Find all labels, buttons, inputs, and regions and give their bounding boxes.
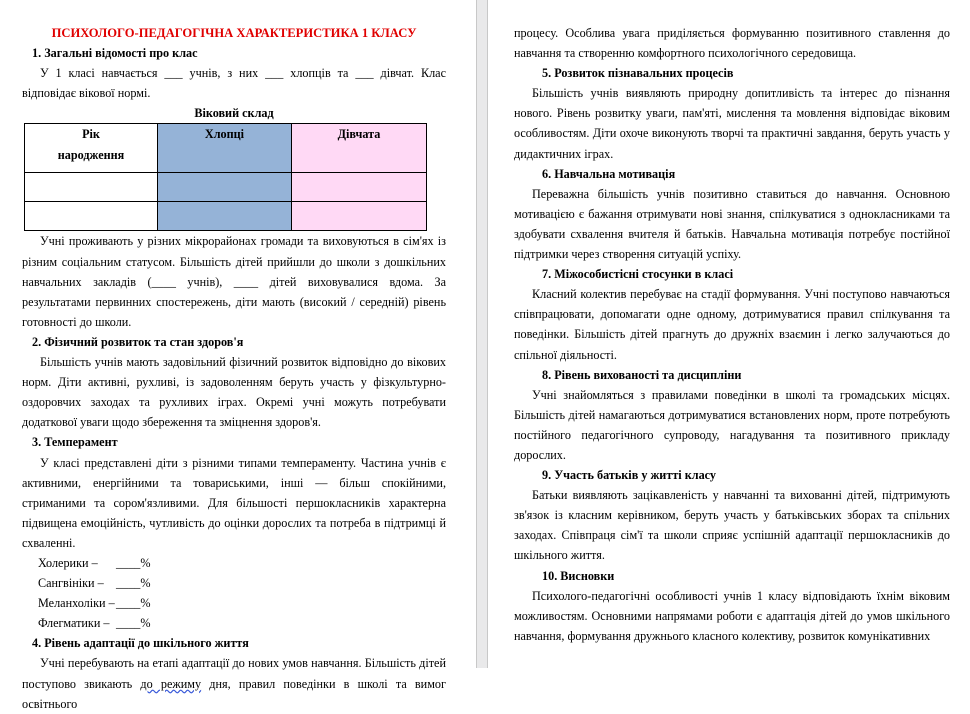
table-header-row xyxy=(25,124,427,173)
section-text-10: Психолого-педагогічні особливості учнів 1 класу відповідають їхнім віковим можливостям. Основними напрямами роботи є адаптація дітей до умов шкільного навчання, формування дружнього класного колективу, розвиток комунікативних xyxy=(514,588,950,643)
section-text-3: У класі представлені діти з різними типами темпераменту. Частина учнів є активними, енергійними та товариськими, інші — більш спокійними, стриманими та сором'язливими. Для більшості першокласників характерна підвищена емоційність, чутливість до оцінки дорослих та потреба в підтримці й схваленні. xyxy=(22,455,446,550)
section-heading-5: 5. Розвиток пізнавальних процесів xyxy=(542,66,734,81)
section-heading-8: 8. Рівень вихованості та дисципліни xyxy=(542,367,742,382)
table-cell[interactable] xyxy=(158,173,292,202)
document-title: ПСИХОЛОГО-ПЕДАГОГІЧНА ХАРАКТЕРИСТИКА 1 КЛАСУ xyxy=(51,26,417,40)
section-text-4-part-a: Учні перебувають на етапі адаптації до нових умов навчання. Більшість дітей поступово звикають xyxy=(22,656,446,691)
temperament-choleric xyxy=(22,553,446,573)
spellcheck-flagged-text: до режиму xyxy=(140,676,202,691)
table-row xyxy=(25,173,427,202)
table-cell[interactable] xyxy=(158,202,292,231)
page-right-content[interactable] xyxy=(514,23,950,646)
header-cell-girls[interactable]: Дівчата xyxy=(292,124,427,173)
document-page-left xyxy=(0,0,476,711)
header-cell-birth-year[interactable] xyxy=(25,124,158,173)
section-heading-1: 1. Загальні відомості про клас xyxy=(32,46,198,61)
temperament-label: Холерики – xyxy=(38,555,98,570)
section-heading-7: 7. Міжособистісні стосунки в класі xyxy=(542,267,734,282)
section-heading-6: 6. Навчальна мотивація xyxy=(542,166,676,181)
section-heading-3: 3. Темперамент xyxy=(32,435,118,450)
header-birth-year-line1: Рік xyxy=(82,127,100,142)
section-text-8: Учні знайомляться з правилами поведінки в школі та громадських місцях. Більшість дітей намагаються дотримуватися встановлених норм, проте потребують постійного педагогічного супроводу, нагадування та позитивного прикладу дорослих. xyxy=(514,387,950,462)
document-page-right xyxy=(488,0,970,668)
section-text-1-para2: Учні проживають у різних мікрорайонах громади та виховуються в сім'ях із різним соціальним статусом. Більшість дітей прийшли до школи з дошкільних навчальних закладів (____ учнів), ____ дітей виховувалися вдома. За результатами первинних спостережень, діти мають (високий / середній) рівень готовності до школи. xyxy=(22,234,446,329)
section-heading-4: 4. Рівень адаптації до шкільного життя xyxy=(32,636,249,651)
section-text-4-continued: процесу. Особлива увага приділяється формуванню позитивного ставлення до навчання та створенню комфортного психологічного середовища. xyxy=(514,26,950,61)
section-text-2: Більшість учнів мають задовільний фізичний розвиток відповідно до вікових норм. Діти активні, рухливі, із задоволенням беруть участь у фізкультурно-оздоровчих заходах та рухливих іграх. Окремі учні можуть потребувати додаткової уваги щодо збереження та зміцнення здоров'я. xyxy=(22,355,446,430)
header-cell-boys[interactable]: Хлопці xyxy=(158,124,292,173)
table-row xyxy=(25,202,427,231)
section-text-9: Батьки виявляють зацікавленість у навчанні та вихованні дітей, підтримують зв'язок із класним керівником, беруть участь у батьківських зборах та спільних заходах. Співпраця сім'ї та школи сприяє успішній адаптації першокласників до шкільного життя. xyxy=(514,488,950,563)
temperament-value: ____% xyxy=(116,616,151,631)
temperament-value: ____% xyxy=(116,555,151,570)
page-left-content[interactable] xyxy=(22,23,446,714)
temperament-label: Сангвініки – xyxy=(38,576,104,591)
section-text-7: Класний колектив перебуває на стадії формування. Учні поступово навчаються співпрацювати, допомагати одне одному, дотримуватися правил спілкування та поведінки. Більшість дітей прагнуть до дружніх взаємин і легко залучаються до спільної діяльності. xyxy=(514,287,950,362)
section-text-5: Більшість учнів виявляють природну допитливість та інтерес до пізнання нового. Рівень розвитку уваги, пам'яті, мислення та мовлення відповідає віковим особливостям. Діти охоче виконують творчі та практичні завдання, беруть участь у дидактичних іграх. xyxy=(514,86,950,161)
temperament-phlegmatic xyxy=(22,613,446,633)
temperament-sanguine xyxy=(22,573,446,593)
age-composition-table xyxy=(24,123,427,231)
section-text-4 xyxy=(22,653,446,713)
section-text-6: Переважна більшість учнів позитивно ставиться до навчання. Основною мотивацією є бажання отримувати нові знання, спілкуватися з однокласниками та здобувати схвалення вчителя й батьків. Навчальна мотивація потребує постійної підтримки через створення ситуацій успіху. xyxy=(514,186,950,262)
temperament-label: Флегматики – xyxy=(38,616,110,631)
table-caption: Віковий склад xyxy=(194,106,274,121)
temperament-melancholic xyxy=(22,593,446,613)
section-text-1: У 1 класі навчається ___ учнів, з них ___ хлопців та ___ дівчат. Клас відповідає вікової нормі. xyxy=(22,66,446,101)
temperament-value: ____% xyxy=(116,576,151,591)
table-cell[interactable] xyxy=(292,202,427,231)
section-heading-10: 10. Висновки xyxy=(542,568,615,583)
table-cell[interactable] xyxy=(292,173,427,202)
section-text-4-part-c: дня, правил поведінки в школі та вимог освітнього xyxy=(22,676,447,711)
table-cell[interactable] xyxy=(25,173,158,202)
section-heading-2: 2. Фізичний розвиток та стан здоров'я xyxy=(32,334,244,349)
header-birth-year-line2: народження xyxy=(57,147,125,162)
temperament-label: Меланхоліки – xyxy=(38,596,115,611)
temperament-value: ____% xyxy=(116,596,151,611)
section-heading-9: 9. Участь батьків у житті класу xyxy=(542,468,717,483)
page-separator xyxy=(476,0,488,668)
table-cell[interactable] xyxy=(25,202,158,231)
